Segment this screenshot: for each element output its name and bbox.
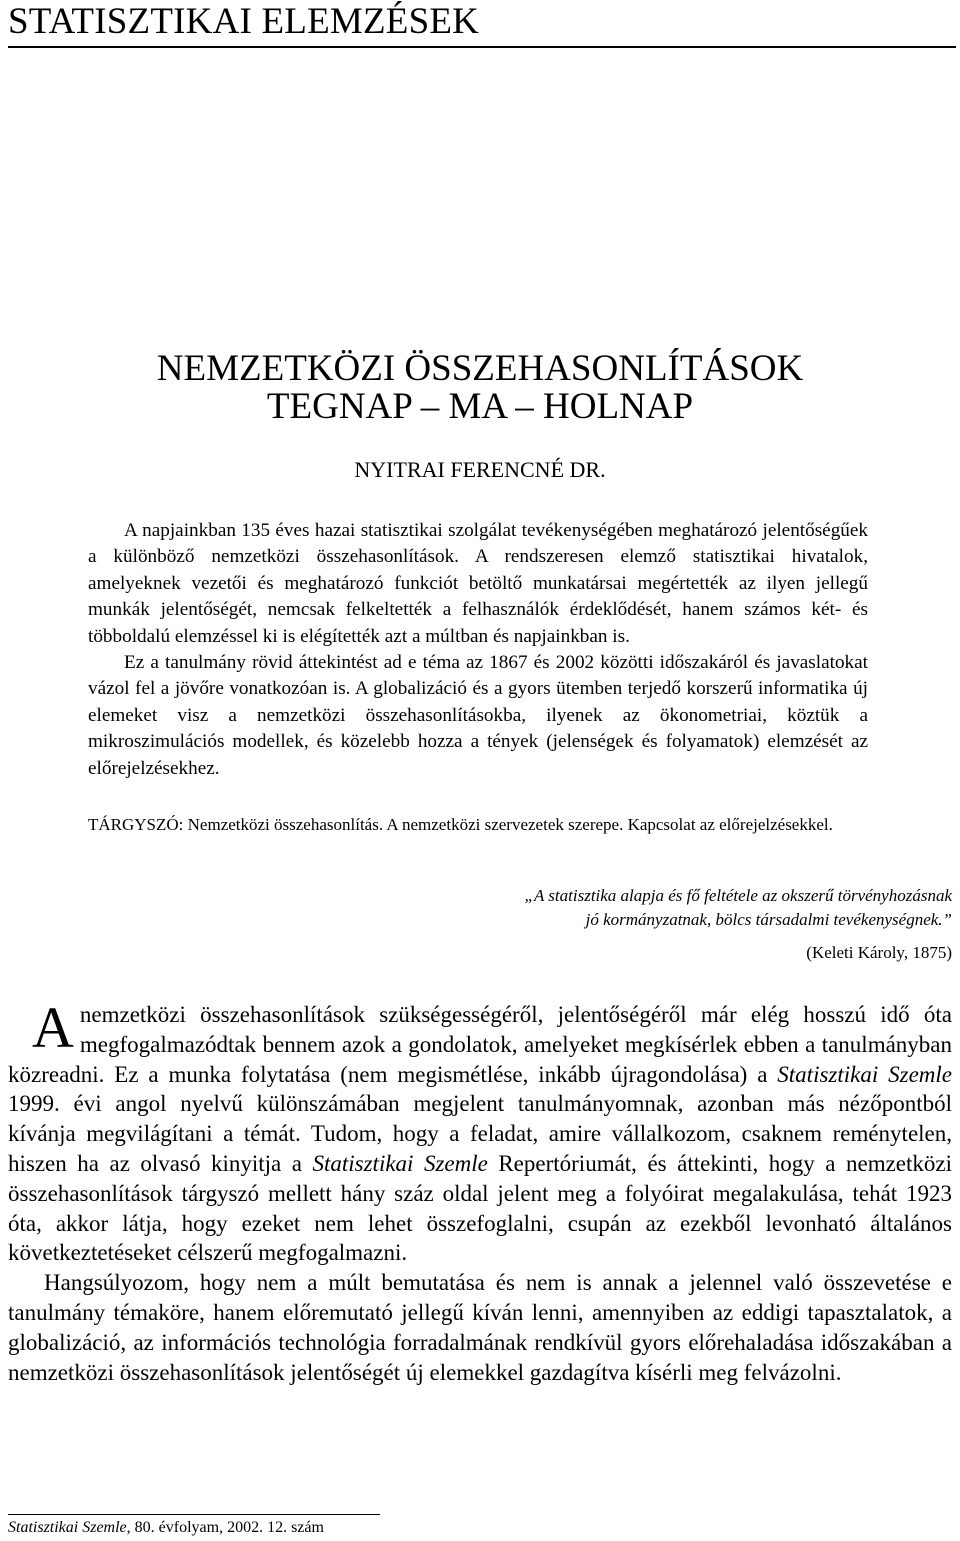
section-header: STATISZTIKAI ELEMZÉSEK	[8, 0, 956, 48]
body-paragraph-1	[8, 995, 952, 1268]
body-p1-part-a: nemzetközi összehasonlítások szükségességéről, jelentőségéről már elég hosszú idő óta megfogalmazódtak bennem azok a gondolatok, amelyeket megkísérlek ebben a tanulmányban közreadni. Ez a munka folytatása (nem megismétlése, inkább újragondolása) a	[8, 1002, 952, 1087]
body-p1-part-c: Repertóriumát, és áttekinti, hogy a nemzetközi összehasonlítások tárgyszó mellett hány száz oldal jelent meg a folyóirat megalakulása, tehát 1923 óta, akkor látja, hogy ezeket nem lehet összefoglalni, csupán az ezekből levonható általános következtetéseket célszerű megfogalmazni.	[8, 1150, 952, 1266]
epigraph-source: (Keleti Károly, 1875)	[806, 943, 952, 962]
author: NYITRAI FERENCNÉ DR.	[354, 457, 606, 482]
footer-journal: Statisztikai Szemle	[8, 1519, 127, 1536]
epigraph	[252, 884, 952, 932]
abstract-paragraph-1: A napjainkban 135 éves hazai statisztikai szolgálat tevékenységében meghatározó jelentőségűek a különböző nemzetközi összehasonlítások. A rendszeresen elemző statisztikai hivatalok, amelyeknek vezetői és meghatározó funkciót betöltő munkatársai megértették az ilyen jellegű munkák jelentőségét, nemcsak felkeltették a felhasználók érdeklődését, hanem számos két- és többoldalú elemzéssel ki is elégítették azt a múltban és napjainkban is.	[88, 520, 868, 647]
footer-issue: , 80. évfolyam, 2002. 12. szám	[126, 1519, 324, 1536]
footer-rule	[8, 1514, 380, 1515]
drop-cap: A	[32, 995, 74, 1060]
page-footer	[8, 1518, 324, 1538]
journal-name: Statisztikai Szemle	[777, 1061, 952, 1087]
epigraph-line-1: „A statisztika alapja és fő feltétele az okszerű törvényhozásnak	[524, 886, 952, 905]
keywords: TÁRGYSZÓ: Nemzetközi összehasonlítás. A nemzetközi szervezetek szerepe. Kapcsolat az előrejelzésekkel.	[88, 815, 833, 834]
abstract-paragraph-2: Ez a tanulmány rövid áttekintést ad e téma az 1867 és 2002 közötti időszakáról és javaslatokat vázol fel a jövőre vonatkozóan is. A globalizáció és a gyors ütemben terjedő korszerű informatika új elemeket visz a nemzetközi összehasonlításokba, ilyenek az ökonometriai, köztük a mikroszimulációs modellek, és közelebb hozza a tények (jelenségek és folyamatok) elemzését az előrejelzésekhez.	[88, 652, 868, 779]
body-text	[8, 995, 952, 1387]
epigraph-line-2: jó kormányzatnak, bölcs társadalmi tevékenységnek.”	[585, 910, 952, 929]
article-title-line-2: TEGNAP – MA – HOLNAP	[266, 386, 694, 427]
abstract	[88, 518, 868, 782]
article-title-line-1: NEMZETKÖZI ÖSSZEHASONLÍTÁSOK	[156, 348, 804, 389]
journal-name: Statisztikai Szemle	[312, 1150, 488, 1176]
body-paragraph-2: Hangsúlyozom, hogy nem a múlt bemutatása és nem is annak a jelennel való összevetése e tanulmány témaköre, hanem előremutató jellegű kíván lenni, amennyiben az eddigi tapasztalatok, a globalizáció, az információs technológia forradalmának rendkívül gyors előrehaladása időszakában a nemzetközi összehasonlítások jelentőségét új elemekkel gazdagítva kísérli meg felvázolni.	[8, 1270, 952, 1385]
body-p1-part-b: 1999. évi angol nyelvű különszámában megjelent tanulmányomnak, azonban más nézőpontból kívánja megvilágítani a témát. Tudom, hogy a feladat, amire vállalkozom, csaknem reménytelen, hiszen ha az olvasó kinyitja a	[8, 1091, 952, 1176]
